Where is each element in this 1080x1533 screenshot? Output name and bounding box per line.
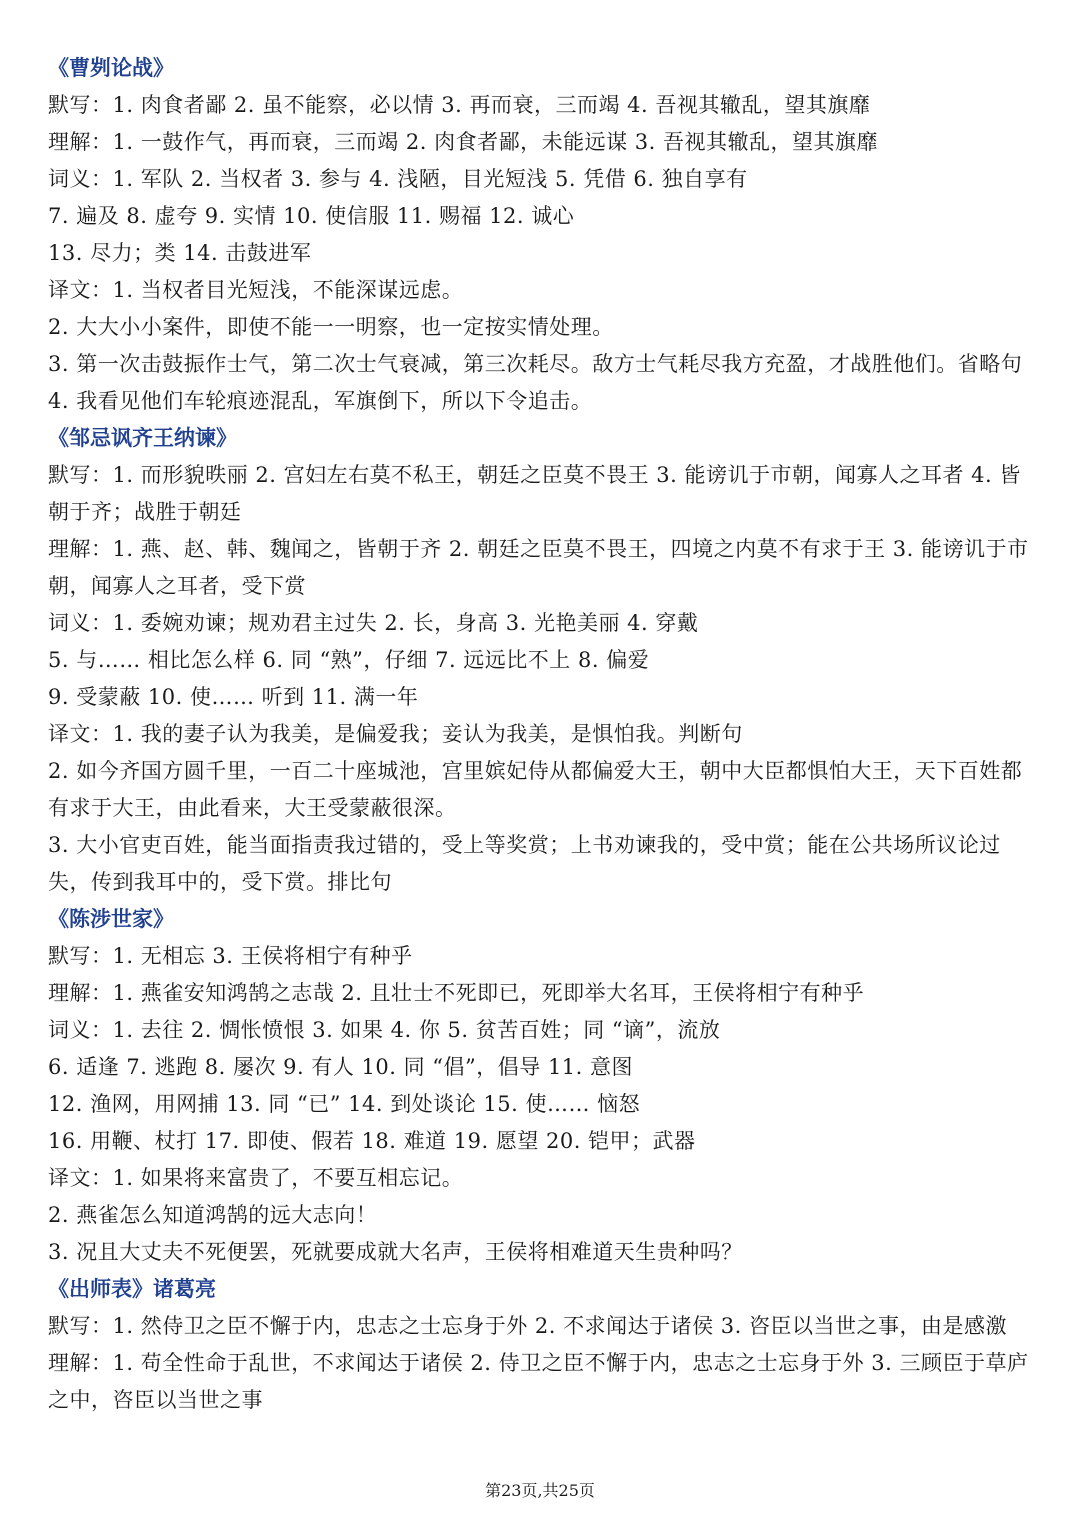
section-cao-gui bbox=[48, 50, 1038, 420]
text-line: 默写：1. 无相忘 3. 王侯将相宁有种乎 bbox=[48, 944, 413, 968]
text-line: 3. 大小官吏百姓，能当面指责我过错的，受上等奖赏；上书劝谏我的，受中赏；能在公共场所议论过失，传到我耳中的，受下赏。排比句 bbox=[48, 833, 1001, 894]
text-line: 理解：1. 燕雀安知鸿鹄之志哉 2. 且壮士不死即已，死即举大名耳，王侯将相宁有种乎 bbox=[48, 981, 865, 1005]
text-line: 12. 渔网，用网捕 13. 同 “已” 14. 到处谈论 15. 使…… 恼怒 bbox=[48, 1092, 641, 1116]
text-line: 13. 尽力；类 14. 击鼓进军 bbox=[48, 241, 312, 265]
text-line: 默写：1. 然侍卫之臣不懈于内，忠志之士忘身于外 2. 不求闻达于诸侯 3. 咨臣以当世之事，由是感激 bbox=[48, 1314, 1007, 1338]
text-line: 词义：1. 军队 2. 当权者 3. 参与 4. 浅陋，目光短浅 5. 凭借 6. 独自享有 bbox=[48, 167, 748, 191]
section-chu-shi-biao bbox=[48, 1271, 1038, 1419]
text-line: 5. 与…… 相比怎么样 6. 同 “熟”，仔细 7. 远远比不上 8. 偏爱 bbox=[48, 648, 650, 672]
page-number-footer: 第23页,共25页 bbox=[485, 1481, 595, 1500]
section-title: 《出师表》诸葛亮 bbox=[48, 1277, 216, 1301]
section-title: 《邹忌讽齐王纳谏》 bbox=[48, 426, 237, 450]
section-title: 《曹刿论战》 bbox=[48, 56, 174, 80]
text-line: 9. 受蒙蔽 10. 使…… 听到 11. 满一年 bbox=[48, 685, 419, 709]
text-line: 2. 大大小小案件，即使不能一一明察，也一定按实情处理。 bbox=[48, 315, 614, 339]
text-line: 译文：1. 如果将来富贵了，不要互相忘记。 bbox=[48, 1166, 464, 1190]
section-chen-she bbox=[48, 901, 1038, 1271]
text-line: 3. 第一次击鼓振作士气，第二次士气衰减，第三次耗尽。敌方士气耗尽我方充盈，才战胜他们。省略句 bbox=[48, 352, 1023, 376]
text-line: 2. 燕雀怎么知道鸿鹄的远大志向！ bbox=[48, 1203, 378, 1227]
text-line: 16. 用鞭、杖打 17. 即使、假若 18. 难道 19. 愿望 20. 铠甲；武器 bbox=[48, 1129, 696, 1153]
text-line: 默写：1. 而形貌昳丽 2. 宫妇左右莫不私王，朝廷之臣莫不畏王 3. 能谤讥于市朝，闻寡人之耳者 4. 皆朝于齐；战胜于朝廷 bbox=[48, 463, 1021, 524]
text-line: 2. 如今齐国方圆千里，一百二十座城池，宫里嫔妃侍从都偏爱大王，朝中大臣都惧怕大王，天下百姓都有求于大王，由此看来，大王受蒙蔽很深。 bbox=[48, 759, 1023, 820]
text-line: 译文：1. 当权者目光短浅，不能深谋远虑。 bbox=[48, 278, 464, 302]
text-line: 理解：1. 一鼓作气，再而衰，三而竭 2. 肉食者鄙，未能远谋 3. 吾视其辙乱，望其旗靡 bbox=[48, 130, 878, 154]
text-line: 默写：1. 肉食者鄙 2. 虽不能察，必以情 3. 再而衰，三而竭 4. 吾视其辙乱，望其旗靡 bbox=[48, 93, 871, 117]
text-line: 7. 遍及 8. 虚夸 9. 实情 10. 使信服 11. 赐福 12. 诚心 bbox=[48, 204, 575, 228]
text-line: 译文：1. 我的妻子认为我美，是偏爱我；妾认为我美，是惧怕我。判断句 bbox=[48, 722, 743, 746]
text-line: 理解：1. 燕、赵、韩、魏闻之，皆朝于齐 2. 朝廷之臣莫不畏王，四境之内莫不有求于王 3. 能谤讥于市朝，闻寡人之耳者，受下赏 bbox=[48, 537, 1029, 598]
text-line: 理解：1. 苟全性命于乱世，不求闻达于诸侯 2. 侍卫之臣不懈于内，忠志之士忘身于外 3. 三顾臣于草庐之中，咨臣以当世之事 bbox=[48, 1351, 1029, 1412]
section-title: 《陈涉世家》 bbox=[48, 907, 174, 931]
text-line: 4. 我看见他们车轮痕迹混乱，军旗倒下，所以下令追击。 bbox=[48, 389, 593, 413]
document-page bbox=[48, 50, 1038, 1419]
section-zou-ji bbox=[48, 420, 1038, 901]
text-line: 6. 适逢 7. 逃跑 8. 屡次 9. 有人 10. 同 “倡”，倡导 11. 意图 bbox=[48, 1055, 634, 1079]
text-line: 3. 况且大丈夫不死便罢，死就要成就大名声，王侯将相难道天生贵种吗？ bbox=[48, 1240, 743, 1264]
text-line: 词义：1. 委婉劝谏；规劝君主过失 2. 长，身高 3. 光艳美丽 4. 穿戴 bbox=[48, 611, 699, 635]
text-line: 词义：1. 去往 2. 惆怅愤恨 3. 如果 4. 你 5. 贫苦百姓；同 “谪”，流放 bbox=[48, 1018, 721, 1042]
